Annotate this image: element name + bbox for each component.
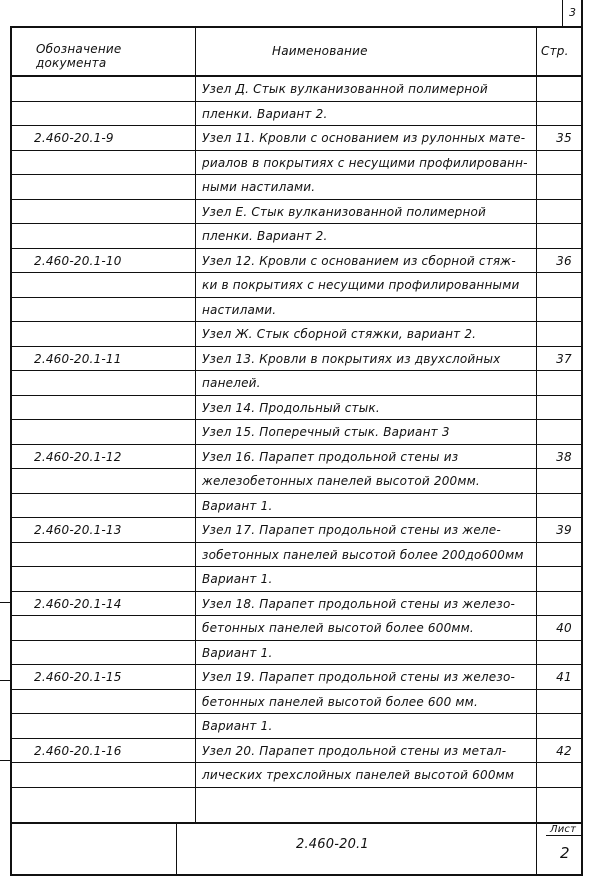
- margin-tick: [0, 760, 10, 761]
- header-underline: [10, 75, 583, 77]
- row-code: 2.460-20.1-14: [34, 596, 122, 611]
- title-block-top-line: [10, 822, 583, 824]
- row-name: Узел 20. Парапет продольной стены из метал-: [202, 743, 507, 758]
- row-name: железобетонных панелей высотой 200мм.: [202, 474, 480, 488]
- margin-tick: [0, 680, 10, 681]
- row-code: 2.460-20.1-12: [34, 449, 122, 464]
- row-line: [10, 272, 583, 273]
- row-line: [10, 591, 583, 592]
- row-line: [10, 223, 583, 224]
- row-code: 2.460-20.1-10: [34, 253, 122, 268]
- row-line: [10, 125, 583, 126]
- row-line: [10, 762, 583, 763]
- row-line: [10, 787, 583, 788]
- corner-sheet-number: 3: [569, 6, 577, 19]
- row-name: Вариант 1.: [202, 645, 273, 660]
- row-line: [10, 517, 583, 518]
- row-name: ными настилами.: [202, 180, 316, 194]
- row-page: 38: [556, 449, 572, 464]
- header-code-line-1: Обозначение: [36, 42, 122, 56]
- row-code: 2.460-20.1-16: [34, 743, 122, 758]
- row-name: настилами.: [202, 302, 277, 317]
- frame-right-border: [581, 0, 583, 876]
- row-name: бетонных панелей высотой более 600 мм.: [202, 694, 478, 709]
- row-line: [10, 468, 583, 469]
- row-page: 40: [556, 621, 572, 635]
- row-line: [10, 346, 583, 347]
- row-name: Узел Д. Стык вулканизованной полимерной: [202, 82, 488, 96]
- sheet-number: 2: [560, 844, 570, 862]
- column-divider-page: [536, 26, 537, 874]
- row-line: [10, 370, 583, 371]
- row-code: 2.460-20.1-11: [34, 351, 122, 366]
- row-line: [10, 493, 583, 494]
- row-page: 35: [556, 131, 572, 145]
- corner-tab-line: [562, 0, 563, 27]
- row-name: Узел 12. Кровли с основанием из сборной стяж-: [202, 253, 516, 268]
- row-line: [10, 174, 583, 175]
- row-name: пленки. Вариант 2.: [202, 229, 328, 243]
- row-name: Узел Ж. Стык сборной стяжки, вариант 2.: [202, 327, 477, 341]
- row-line: [10, 297, 583, 298]
- row-code: 2.460-20.1-9: [34, 131, 114, 145]
- row-name: Узел 15. Поперечный стык. Вариант 3: [202, 425, 450, 439]
- row-line: [10, 689, 583, 690]
- row-page: 36: [556, 253, 572, 268]
- row-line: [10, 150, 583, 151]
- row-line: [10, 419, 583, 420]
- row-line: [10, 444, 583, 445]
- frame-top-border: [10, 26, 583, 28]
- title-block-designation: 2.460-20.1: [296, 837, 369, 852]
- title-block-divider: [176, 822, 177, 876]
- row-page: 39: [556, 523, 572, 537]
- row-line: [10, 101, 583, 102]
- row-name: Узел 13. Кровли в покрытиях из двухслойных: [202, 351, 501, 366]
- row-name: панелей.: [202, 376, 261, 390]
- row-name: Вариант 1.: [202, 572, 273, 586]
- row-line: [10, 615, 583, 616]
- header-page: Стр.: [541, 44, 569, 58]
- row-name: Узел 11. Кровли с основанием из рулонных мате-: [202, 131, 526, 145]
- header-code-line-2: документа: [36, 56, 107, 70]
- row-name: Вариант 1.: [202, 498, 273, 513]
- row-code: 2.460-20.1-13: [34, 523, 122, 537]
- row-name: Узел 17. Парапет продольной стены из желе-: [202, 523, 501, 537]
- row-name: Узел 18. Парапет продольной стены из железо-: [202, 596, 516, 611]
- row-line: [10, 248, 583, 249]
- row-page: 37: [556, 351, 572, 366]
- row-line: [10, 566, 583, 567]
- row-line: [10, 738, 583, 739]
- row-code: 2.460-20.1-15: [34, 670, 122, 684]
- row-name: Узел 14. Продольный стык.: [202, 400, 380, 415]
- column-divider-code: [195, 26, 196, 822]
- row-name: Узел 19. Парапет продольной стены из железо-: [202, 670, 516, 684]
- row-line: [10, 640, 583, 641]
- frame-bottom-border: [10, 874, 583, 876]
- row-name: зобетонных панелей высотой более 200до600мм: [202, 547, 524, 562]
- margin-tick: [0, 602, 10, 603]
- sheet-label: Лист: [550, 824, 577, 835]
- row-name: бетонных панелей высотой более 600мм.: [202, 621, 474, 635]
- row-page: 41: [556, 670, 572, 684]
- row-line: [10, 199, 583, 200]
- row-line: [10, 664, 583, 665]
- row-page: 42: [556, 743, 572, 758]
- row-name: пленки. Вариант 2.: [202, 106, 328, 121]
- row-line: [10, 321, 583, 322]
- row-name: ки в покрытиях с несущими профилированными: [202, 278, 520, 292]
- row-line: [10, 542, 583, 543]
- row-name: риалов в покрытиях с несущими профилированн-: [202, 155, 528, 170]
- row-name: лических трехслойных панелей высотой 600мм: [202, 768, 515, 782]
- row-line: [10, 713, 583, 714]
- header-name: Наименование: [272, 44, 368, 58]
- row-line: [10, 395, 583, 396]
- row-name: Узел Е. Стык вулканизованной полимерной: [202, 204, 487, 219]
- row-name: Вариант 1.: [202, 719, 273, 733]
- frame-left-border: [10, 26, 12, 876]
- row-name: Узел 16. Парапет продольной стены из: [202, 449, 459, 464]
